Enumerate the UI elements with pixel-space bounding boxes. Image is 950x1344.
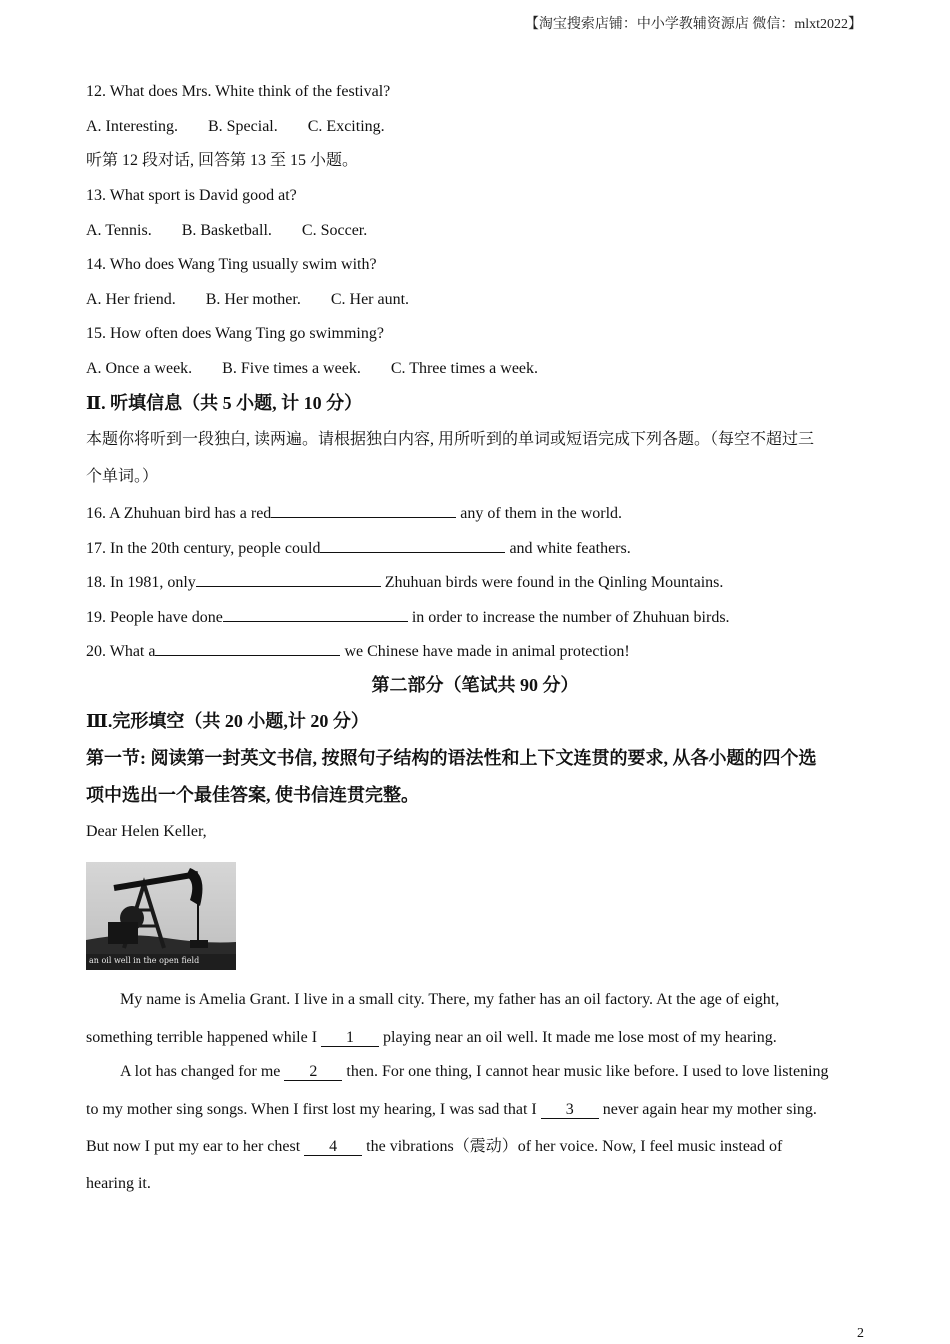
fill-question-20: 20. What a we Chinese have made in animal protection! (86, 640, 630, 662)
blank-3[interactable]: 3 (541, 1101, 599, 1119)
question-15-options (86, 359, 568, 379)
section-2-instruction-line1: 本题你将听到一段独白, 读两遍。请根据独白内容, 用所听到的单词或短语完成下列各题。（每空不超过三 (86, 431, 815, 448)
answer-blank[interactable] (271, 502, 456, 518)
letter-p2-line4: hearing it. (86, 1175, 151, 1192)
section-3-subtitle-line2: 项中选出一个最佳答案, 使书信连贯完整。 (86, 785, 419, 805)
fill-question-19: 19. People have done in order to increase the number of Zhuhuan birds. (86, 606, 730, 628)
instruction-dialogue-12: 听第 12 段对话, 回答第 13 至 15 小题。 (86, 152, 359, 169)
fill-question-18: 18. In 1981, only Zhuhuan birds were found in the Qinling Mountains. (86, 571, 723, 593)
section-2-instruction-line2: 个单词。） (86, 468, 159, 485)
answer-blank[interactable] (320, 537, 505, 553)
section-2-title: Ⅱ. 听填信息（共 5 小题, 计 10 分） (86, 393, 363, 413)
option-a: A. Her friend. (86, 291, 176, 308)
letter-p2-line1: A lot has changed for me 2 then. For one thing, I cannot hear music like before. I used to love listening (120, 1063, 829, 1080)
option-a: A. Once a week. (86, 360, 193, 377)
option-b: B. Her mother. (205, 291, 301, 308)
option-c: C. Exciting. (307, 118, 385, 135)
question-12: 12. What does Mrs. White think of the festival? (86, 83, 391, 100)
page-header-banner: 【淘宝搜索店铺：中小学教辅资源店 微信：mlxt2022】 (524, 17, 862, 32)
letter-p1-line1: My name is Amelia Grant. I live in a small city. There, my father has an oil factory. At the age of eight, (120, 991, 780, 1008)
blank-1[interactable]: 1 (321, 1029, 379, 1047)
question-13-options (86, 221, 397, 241)
blank-4[interactable]: 4 (304, 1138, 362, 1156)
option-c: C. Soccer. (301, 222, 368, 239)
fill-question-17: 17. In the 20th century, people could and white feathers. (86, 537, 631, 559)
fill-question-16: 16. A Zhuhuan bird has a red any of them in the world. (86, 502, 622, 524)
answer-blank[interactable] (223, 606, 408, 622)
option-a: A. Tennis. (86, 222, 152, 239)
question-14: 14. Who does Wang Ting usually swim with? (86, 256, 377, 273)
question-12-options (86, 117, 415, 137)
oil-well-photo (86, 862, 236, 970)
question-15: 15. How often does Wang Ting go swimming? (86, 325, 384, 342)
question-14-options (86, 290, 439, 310)
question-13: 13. What sport is David good at? (86, 187, 297, 204)
section-3-subtitle-line1: 第一节: 阅读第一封英文书信, 按照句子结构的语法性和上下文连贯的要求, 从各小题的四个选 (86, 748, 817, 768)
section-3-title: Ⅲ.完形填空（共 20 小题,计 20 分） (86, 711, 369, 731)
letter-greeting: Dear Helen Keller, (86, 823, 207, 840)
letter-p2-line3: But now I put my ear to her chest 4 the vibrations（震动）of her voice. Now, I feel music instead of (86, 1138, 783, 1155)
letter-p2-line2: to my mother sing songs. When I first lost my hearing, I was sad that I 3 never again hear my mother sing. (86, 1101, 817, 1118)
page-number: 2 (857, 1326, 864, 1341)
blank-2[interactable]: 2 (284, 1063, 342, 1081)
answer-blank[interactable] (155, 640, 340, 656)
option-c: C. Three times a week. (390, 360, 539, 377)
part-2-title: 第二部分（笔试共 90 分） (371, 675, 579, 695)
option-b: B. Five times a week. (222, 360, 361, 377)
option-b: B. Basketball. (181, 222, 272, 239)
option-b: B. Special. (207, 118, 278, 135)
option-a: A. Interesting. (86, 118, 178, 135)
letter-p1-line2: something terrible happened while I 1 playing near an oil well. It made me lose most of my hearing. (86, 1029, 777, 1046)
answer-blank[interactable] (196, 571, 381, 587)
image-caption: an oil well in the open field (89, 956, 200, 965)
option-c: C. Her aunt. (330, 291, 410, 308)
